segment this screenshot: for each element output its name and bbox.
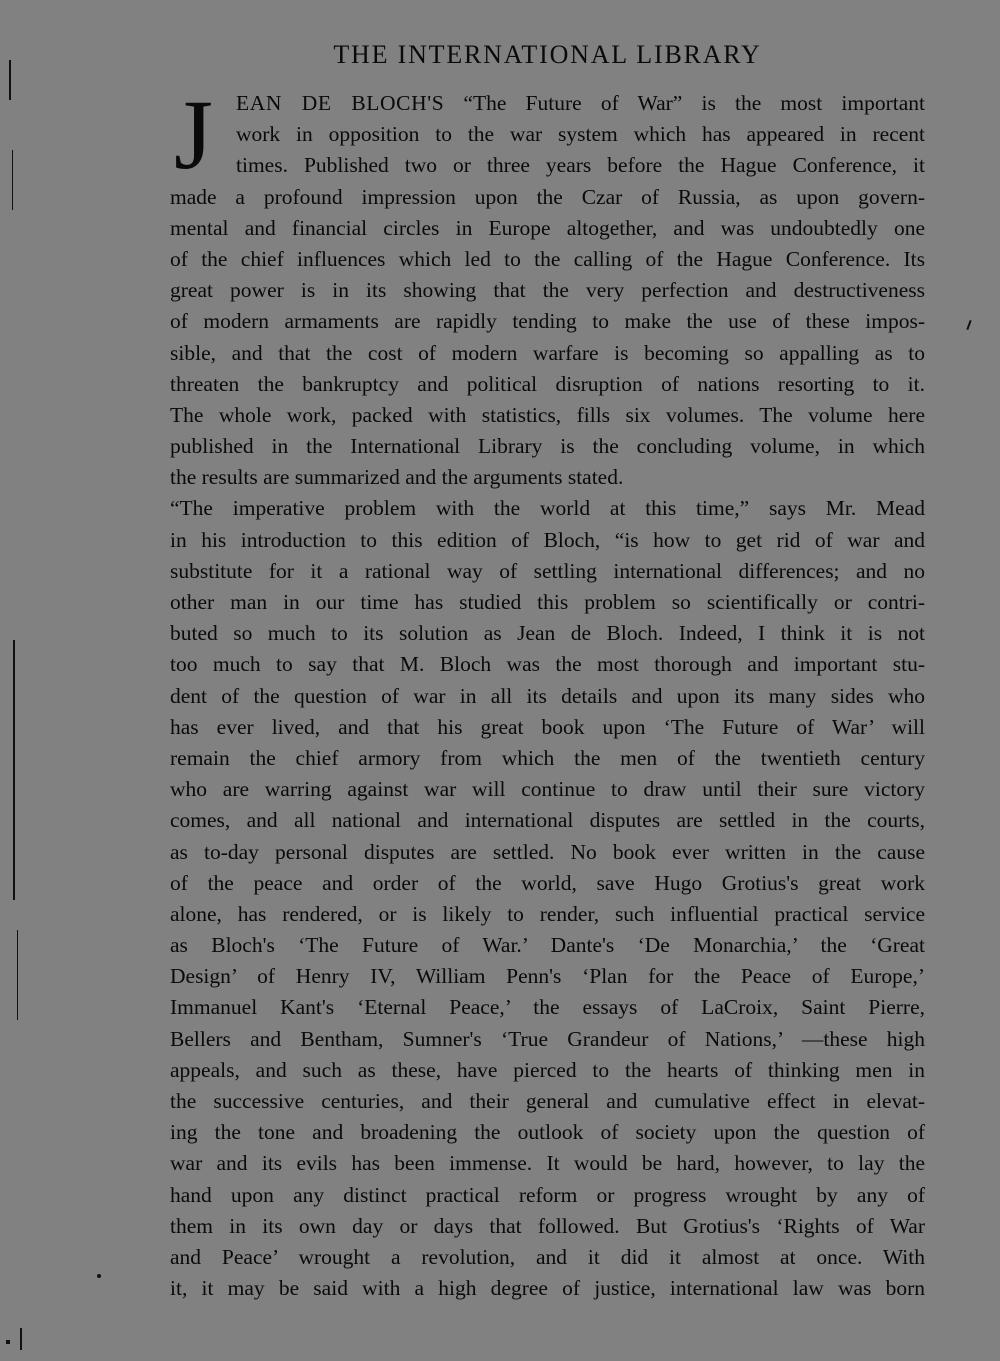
scan-margin-mark <box>20 1328 22 1350</box>
stray-scan-mark <box>966 320 971 330</box>
opening-rest: “The Future of War” is the most important <box>444 91 925 115</box>
stray-scan-dot <box>97 1274 101 1278</box>
text-line: the results are summarized and the arguments stated. <box>170 465 624 490</box>
paragraph-1 <box>170 79 925 493</box>
text-line: Immanuel Kant's ‘Eternal Peace,’ the essays of LaCroix, Saint Pierre, <box>170 995 925 1020</box>
text-line: too much to say that M. Bloch was the most thorough and important stu- <box>170 652 925 677</box>
opening-small-caps: EAN DE BLOCH'S <box>236 91 445 115</box>
text-line: work in opposition to the war system which has appeared in recent <box>236 122 925 147</box>
text-line: remain the chief armory from which the men of the twentieth century <box>170 745 925 770</box>
text-line: The whole work, packed with statistics, fills six volumes. The volume here <box>170 402 925 427</box>
text-line: sible, and that the cost of modern warfare is becoming so appalling as to <box>170 340 925 365</box>
text-line: other man in our time has studied this problem so scientifically or contri- <box>170 590 925 614</box>
text-line: war and its evils has been immense. It would be hard, however, to lay the <box>170 1151 925 1176</box>
scan-margin-mark <box>9 60 11 100</box>
text-line: ing the tone and broadening the outlook of society upon the question of <box>170 1120 925 1145</box>
text-line: them in its own day or days that followed. But Grotius's ‘Rights of War <box>170 1213 925 1238</box>
text-line: threaten the bankruptcy and political disruption of nations resorting to it. <box>170 371 925 396</box>
text-line: as to-day personal disputes are settled. No book ever written in the cause <box>170 839 925 864</box>
text-line: alone, has rendered, or is likely to render, such influential practical service <box>170 901 925 926</box>
text-line: of the chief influences which led to the calling of the Hague Conference. Its <box>170 246 925 271</box>
text-line: of modern armaments are rapidly tending to make the use of these impos- <box>170 309 925 334</box>
text-line: has ever lived, and that his great book upon ‘The Future of War’ will <box>170 714 925 739</box>
text-line: made a profound impression upon the Czar of Russia, as upon govern- <box>170 184 925 209</box>
drop-cap: J <box>174 79 213 190</box>
text-line: times. Published two or three years before the Hague Conference, it <box>236 153 925 178</box>
text-line: of the peace and order of the world, save Hugo Grotius's great work <box>170 870 925 895</box>
text-line: “The imperative problem with the world at this time,” says Mr. Mead <box>170 496 925 521</box>
body-text <box>170 79 925 1304</box>
text-line: buted so much to its solution as Jean de Bloch. Indeed, I think it is not <box>170 621 925 646</box>
text-line: published in the International Library is the concluding volume, in which <box>170 434 925 459</box>
text-line: substitute for it a rational way of settling international differences; and no <box>170 558 925 583</box>
scan-margin-mark <box>6 1340 10 1344</box>
text-line: hand upon any distinct practical reform or progress wrought by any of <box>170 1182 925 1207</box>
scan-margin-mark <box>13 640 15 900</box>
text-line: and Peace’ wrought a revolution, and it did it almost at once. With <box>170 1244 925 1269</box>
text-line: who are warring against war will continue to draw until their sure victory <box>170 777 925 802</box>
text-line: mental and financial circles in Europe altogether, and was undoubtedly one <box>170 215 925 240</box>
text-line <box>170 88 925 119</box>
scan-left-margin <box>0 0 28 1361</box>
text-line: great power is in its showing that the very perfection and destructiveness <box>170 278 925 303</box>
text-line: the successive centuries, and their general and cumulative effect in elevat- <box>170 1089 925 1113</box>
text-line: Design’ of Henry IV, William Penn's ‘Plan for the Peace of Europe,’ <box>170 964 925 989</box>
scan-margin-mark <box>12 150 13 210</box>
text-line: dent of the question of war in all its details and upon its many sides who <box>170 683 925 708</box>
text-line: it, it may be said with a high degree of justice, international law was born <box>170 1276 925 1301</box>
scan-margin-mark <box>17 930 18 1020</box>
paragraph-2 <box>170 493 925 1304</box>
text-line: in his introduction to this edition of Bloch, “is how to get rid of war and <box>170 527 925 552</box>
text-line: appeals, and such as these, have pierced to the hearts of thinking men in <box>170 1057 925 1082</box>
text-line: Bellers and Bentham, Sumner's ‘True Grandeur of Nations,’ —these high <box>170 1026 925 1051</box>
text-line: as Bloch's ‘The Future of War.’ Dante's ‘De Monarchia,’ the ‘Great <box>170 933 925 958</box>
text-line: comes, and all national and international disputes are settled in the courts, <box>170 808 925 833</box>
running-head: THE INTERNATIONAL LIBRARY <box>333 40 762 69</box>
